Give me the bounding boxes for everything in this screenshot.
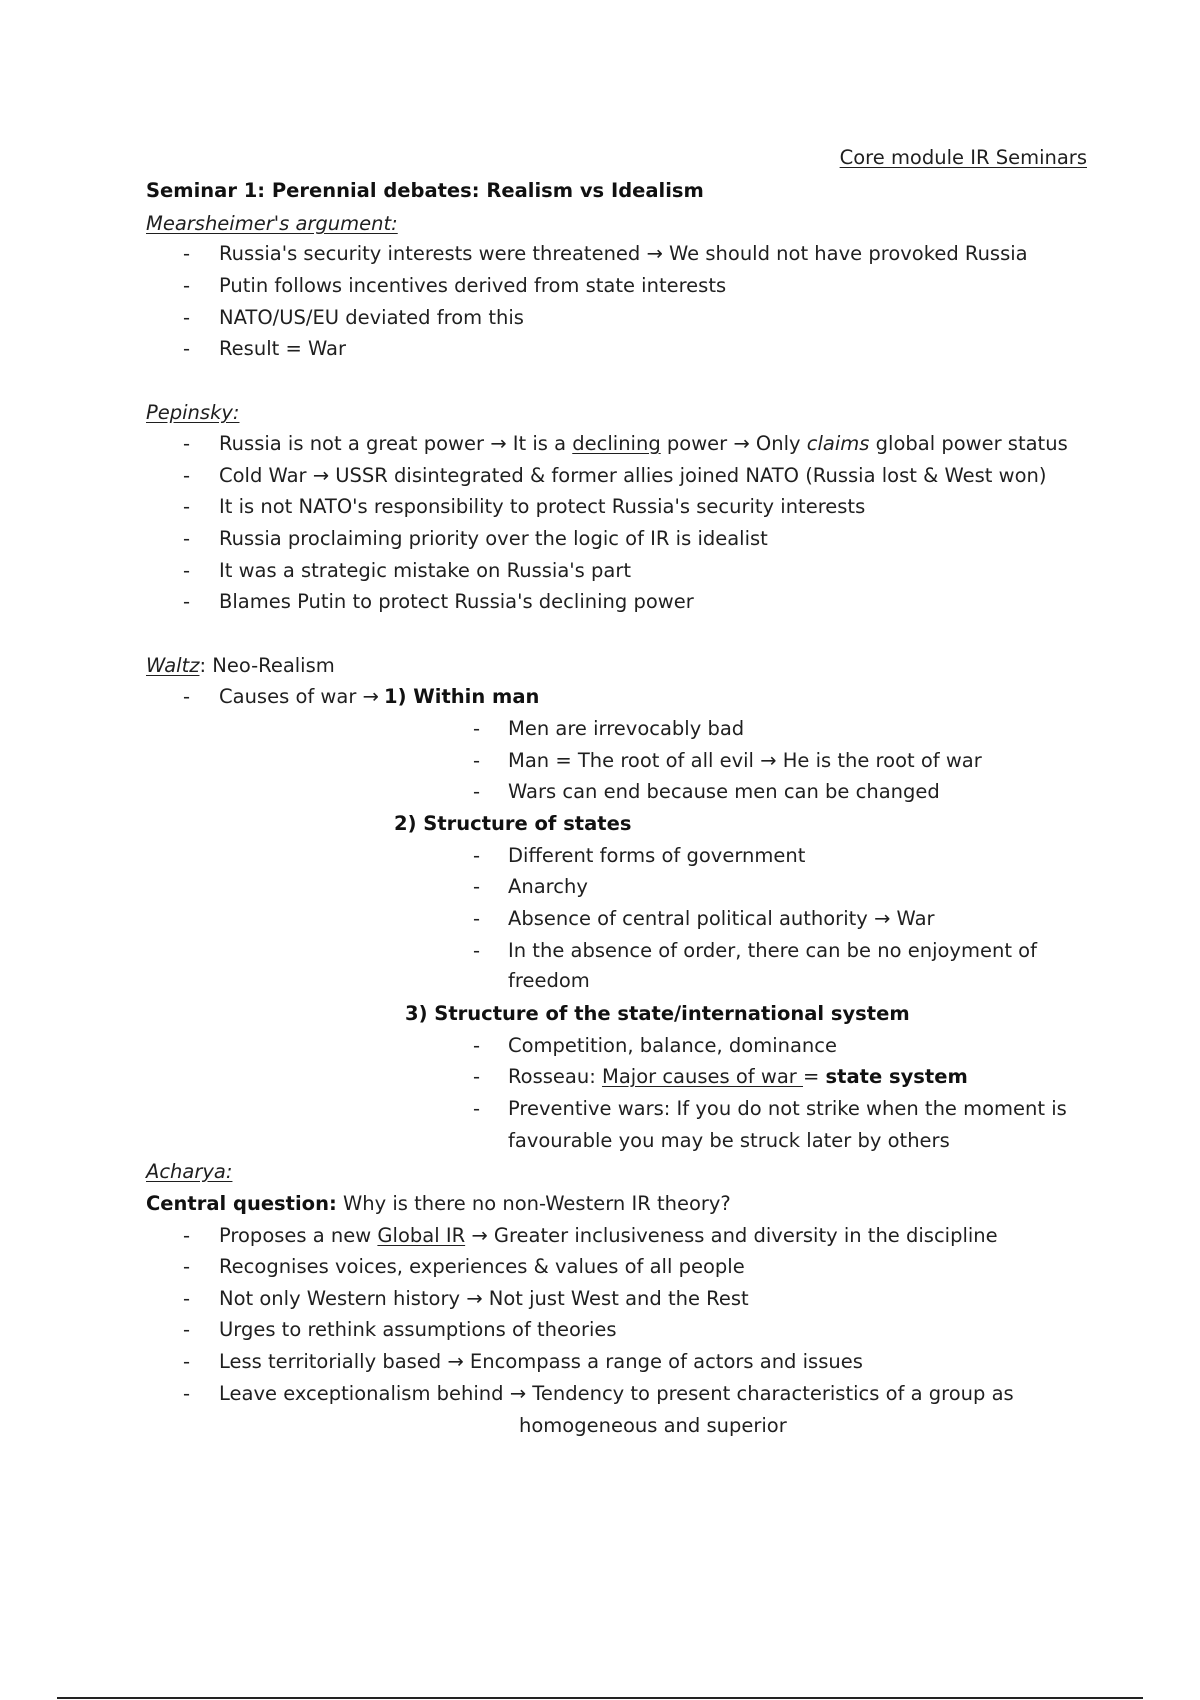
- bullet-dash: -: [183, 1382, 191, 1405]
- list-item-continuation: freedom: [508, 969, 590, 992]
- list-item: Result = War: [219, 337, 346, 360]
- text-run: Rosseau:: [508, 1065, 602, 1088]
- list-item: Absence of central political authority → War: [508, 907, 935, 930]
- bullet-dash: -: [473, 907, 481, 930]
- list-item: Putin follows incentives derived from state interests: [219, 274, 727, 297]
- bullet-dash: -: [183, 274, 191, 297]
- bullet-dash: -: [473, 939, 481, 962]
- list-item: Russia proclaiming priority over the logic of IR is idealist: [219, 527, 768, 550]
- bullet-dash: -: [473, 875, 481, 898]
- bullet-dash: -: [183, 306, 191, 329]
- bullet-dash: -: [183, 590, 191, 613]
- list-item: Different forms of government: [508, 844, 806, 867]
- text-run: → Greater inclusiveness and diversity in the discipline: [465, 1224, 998, 1247]
- bullet-dash: -: [183, 1255, 191, 1278]
- section-title: 2) Structure of states: [394, 812, 632, 835]
- causes-of-war-label: Causes of war →: [219, 685, 379, 708]
- pepinsky-heading: Pepinsky:: [146, 401, 240, 424]
- course-header: Core module IR Seminars: [839, 146, 1087, 169]
- emphasis-global-ir: Global IR: [377, 1224, 466, 1247]
- bullet-dash: -: [473, 749, 481, 772]
- bullet-dash: -: [473, 1034, 481, 1057]
- central-question-label: Central question:: [146, 1192, 337, 1215]
- list-item: It was a strategic mistake on Russia's part: [219, 559, 632, 582]
- bullet-dash: -: [473, 780, 481, 803]
- list-item: Less territorially based → Encompass a range of actors and issues: [219, 1350, 863, 1373]
- list-item: [219, 1224, 998, 1248]
- bullet-dash: -: [473, 1097, 481, 1120]
- list-item: NATO/US/EU deviated from this: [219, 306, 524, 329]
- bullet-dash: -: [473, 1065, 481, 1088]
- bullet-dash: -: [183, 495, 191, 518]
- list-item-continuation: homogeneous and superior: [519, 1414, 787, 1437]
- emphasis-declining: declining: [572, 432, 661, 455]
- text-run: power → Only: [660, 432, 807, 455]
- emphasis-state-system: state system: [825, 1065, 968, 1088]
- list-item: Leave exceptionalism behind → Tendency to present characteristics of a group as: [219, 1382, 1014, 1405]
- list-item: Man = The root of all evil → He is the root of war: [508, 749, 982, 772]
- bullet-dash: -: [183, 432, 191, 455]
- section-title: 3) Structure of the state/international system: [405, 1002, 910, 1025]
- mearsheimer-heading: Mearsheimer's argument:: [146, 212, 398, 235]
- bullet-dash: -: [183, 1287, 191, 1310]
- footer-divider: [57, 1697, 1143, 1699]
- bullet-dash: -: [473, 717, 481, 740]
- page-title: Seminar 1: Perennial debates: Realism vs Idealism: [146, 179, 704, 202]
- text-run: global power status: [869, 432, 1068, 455]
- central-question: [146, 1192, 731, 1216]
- list-item: Men are irrevocably bad: [508, 717, 745, 740]
- bullet-dash: -: [183, 1318, 191, 1341]
- bullet-dash: -: [183, 527, 191, 550]
- acharya-heading: Acharya:: [146, 1160, 233, 1183]
- text-run: Russia is not a great power → It is a: [219, 432, 573, 455]
- list-item: Wars can end because men can be changed: [508, 780, 940, 803]
- list-item: Competition, balance, dominance: [508, 1034, 838, 1057]
- list-item-continuation: favourable you may be struck later by others: [508, 1129, 950, 1152]
- list-item: [219, 432, 1068, 456]
- bullet-dash: -: [183, 242, 191, 265]
- bullet-dash: -: [183, 685, 191, 708]
- list-item: It is not NATO's responsibility to protect Russia's security interests: [219, 495, 866, 518]
- list-item: Urges to rethink assumptions of theories: [219, 1318, 617, 1341]
- list-item: Preventive wars: If you do not strike when the moment is: [508, 1097, 1067, 1120]
- bullet-dash: -: [183, 1224, 191, 1247]
- list-item: Cold War → USSR disintegrated & former allies joined NATO (Russia lost & West won): [219, 464, 1047, 487]
- central-question-text: Why is there no non-Western IR theory?: [336, 1192, 731, 1215]
- waltz-subtitle: : Neo-Realism: [199, 654, 335, 677]
- list-item: Recognises voices, experiences & values of all people: [219, 1255, 745, 1278]
- bullet-dash: -: [473, 844, 481, 867]
- waltz-name: Waltz: [146, 654, 200, 677]
- list-item: Russia's security interests were threatened → We should not have provoked Russia: [219, 242, 1028, 265]
- bullet-dash: -: [183, 337, 191, 360]
- emphasis-major-causes: Major causes of war: [602, 1065, 803, 1088]
- bullet-dash: -: [183, 559, 191, 582]
- list-item: Blames Putin to protect Russia's declining power: [219, 590, 694, 613]
- list-item: [508, 1065, 968, 1089]
- list-item: Not only Western history → Not just West and the Rest: [219, 1287, 749, 1310]
- list-item: In the absence of order, there can be no enjoyment of: [508, 939, 1037, 962]
- list-item: Anarchy: [508, 875, 588, 898]
- bullet-dash: -: [183, 464, 191, 487]
- emphasis-claims: claims: [806, 432, 870, 455]
- bullet-dash: -: [183, 1350, 191, 1373]
- section-title: 1) Within man: [384, 685, 540, 708]
- text-run: Proposes a new: [219, 1224, 378, 1247]
- waltz-heading: [146, 654, 335, 678]
- text-run: =: [803, 1065, 826, 1088]
